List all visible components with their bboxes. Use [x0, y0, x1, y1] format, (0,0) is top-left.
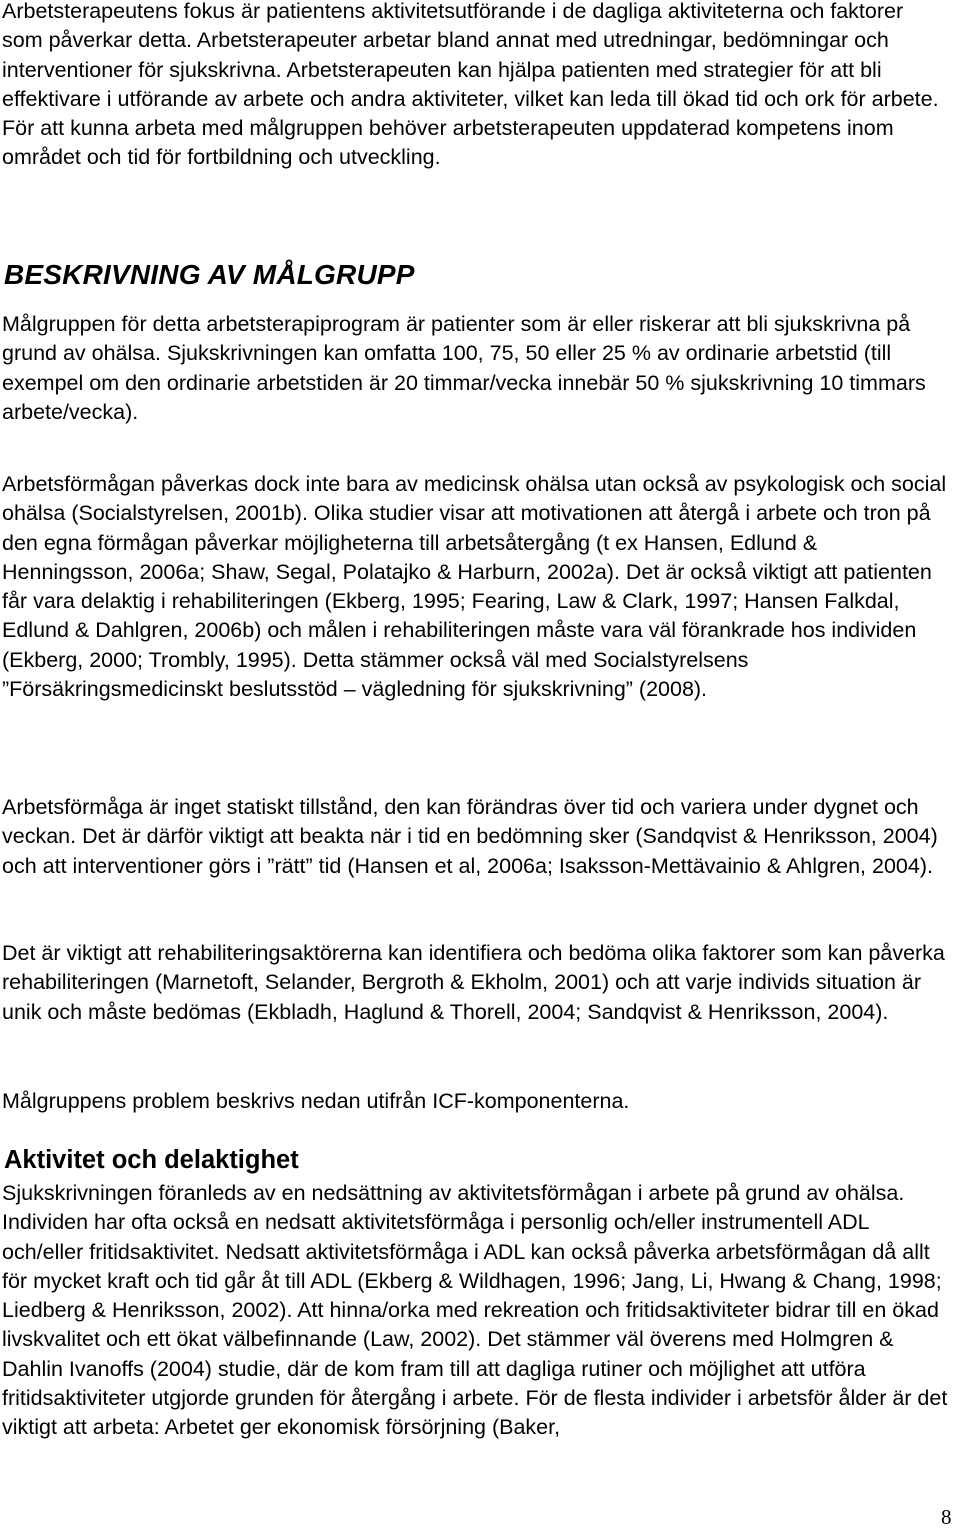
- page-number: 8: [941, 1505, 952, 1529]
- paragraph-intro: Arbetsterapeutens fokus är patientens aktivitetsutförande i de dagliga aktiviteterna och faktorer som påverkar detta. Arbetsterapeuter arbetar bland annat med utredningar, bedömningar och interventioner för sjukskrivna. Arbetsterapeuten kan hjälpa patienten med strategier för att bli effektivare i utförande av arbete och andra aktiviteter, vilket kan leda till ökad tid och ork för arbete. För att kunna arbeta med målgruppen behöver arbetsterapeuten uppdaterad kompetens inom området och tid för fortbildning och utveckling.: [2, 0, 939, 170]
- heading-target-group: BESKRIVNING AV MÅLGRUPP: [4, 259, 415, 290]
- paragraph-activity: Sjukskrivningen föranleds av en nedsättning av aktivitetsförmågan i arbete på grund av ohälsa. Individen har ofta också en nedsatt aktivitetsförmåga i personlig och/eller instrumentell ADL och/eller fritidsaktivitet. Nedsatt aktivitetsförmåga i ADL kan också påverka arbetsförmågan då allt för mycket kraft och tid går åt till ADL (Ekberg & Wildhagen, 1996; Jang, Li, Hwang & Chang, 1998; Liedberg & Henriksson, 2002). Att hinna/orka med rekreation och fritidsaktiviteter bidrar till en ökad livskvalitet och ett ökat välbefinnande (Law, 2002). Det stämmer väl överens med Holmgren & Dahlin Ivanoffs (2004) studie, där de kom fram till att dagliga rutiner och möjlighet att utföra fritidsaktiviteter utgjorde grunden för återgång i arbete. För de flesta individer i arbetsför ålder är det viktigt att arbeta: Arbetet ger ekonomisk försörjning (Baker,: [2, 1181, 948, 1440]
- paragraph-work-ability: Arbetsförmågan påverkas dock inte bara av medicinsk ohälsa utan också av psykologisk och social ohälsa (Socialstyrelsen, 2001b). Olika studier visar att motivationen att återgå i arbete och tron på den egna förmågan påverkar möjligheterna till arbetsåtergång (t ex Hansen, Edlund & Henningsson, 2006a; Shaw, Segal, Polatajko & Harburn, 2002a). Det är också viktigt att patienten får vara delaktig i rehabiliteringen (Ekberg, 1995; Fearing, Law & Clark, 1997; Hansen Falkdal, Edlund & Dahlgren, 2006b) och målen i rehabiliteringen måste vara väl förankrade hos individen (Ekberg, 2000; Trombly, 1995). Detta stämmer också väl med Socialstyrelsens ”Försäkringsmedicinskt beslutsstöd – vägledning för sjukskrivning” (2008).: [2, 472, 947, 702]
- paragraph-actors: Det är viktigt att rehabiliteringsaktörerna kan identifiera och bedöma olika faktorer som kan påverka rehabiliteringen (Marnetoft, Selander, Bergroth & Ekholm, 2001) och att varje individs situation är unik och måste bedömas (Ekbladh, Haglund & Thorell, 2004; Sandqvist & Henriksson, 2004).: [2, 941, 945, 1024]
- heading-activity: Aktivitet och delaktighet: [4, 1146, 299, 1174]
- paragraph-not-static: Arbetsförmåga är inget statiskt tillstånd, den kan förändras över tid och variera under dygnet och veckan. Det är därför viktigt att beakta när i tid en bedömning sker (Sandqvist & Henriksson, 2004) och att interventioner görs i ”rätt” tid (Hansen et al, 2006a; Isaksson-Mettävainio & Ahlgren, 2004).: [2, 795, 938, 878]
- paragraph-icf: Målgruppens problem beskrivs nedan utifrån ICF-komponenterna.: [2, 1089, 630, 1113]
- paragraph-target-group: Målgruppen för detta arbetsterapiprogram är patienter som är eller riskerar att bli sjukskrivna på grund av ohälsa. Sjukskrivningen kan omfatta 100, 75, 50 eller 25 % av ordinarie arbetstid (till exempel om den ordinarie arbetstiden är 20 timmar/vecka innebär 50 % sjukskrivning 10 timmars arbete/vecka).: [2, 312, 926, 424]
